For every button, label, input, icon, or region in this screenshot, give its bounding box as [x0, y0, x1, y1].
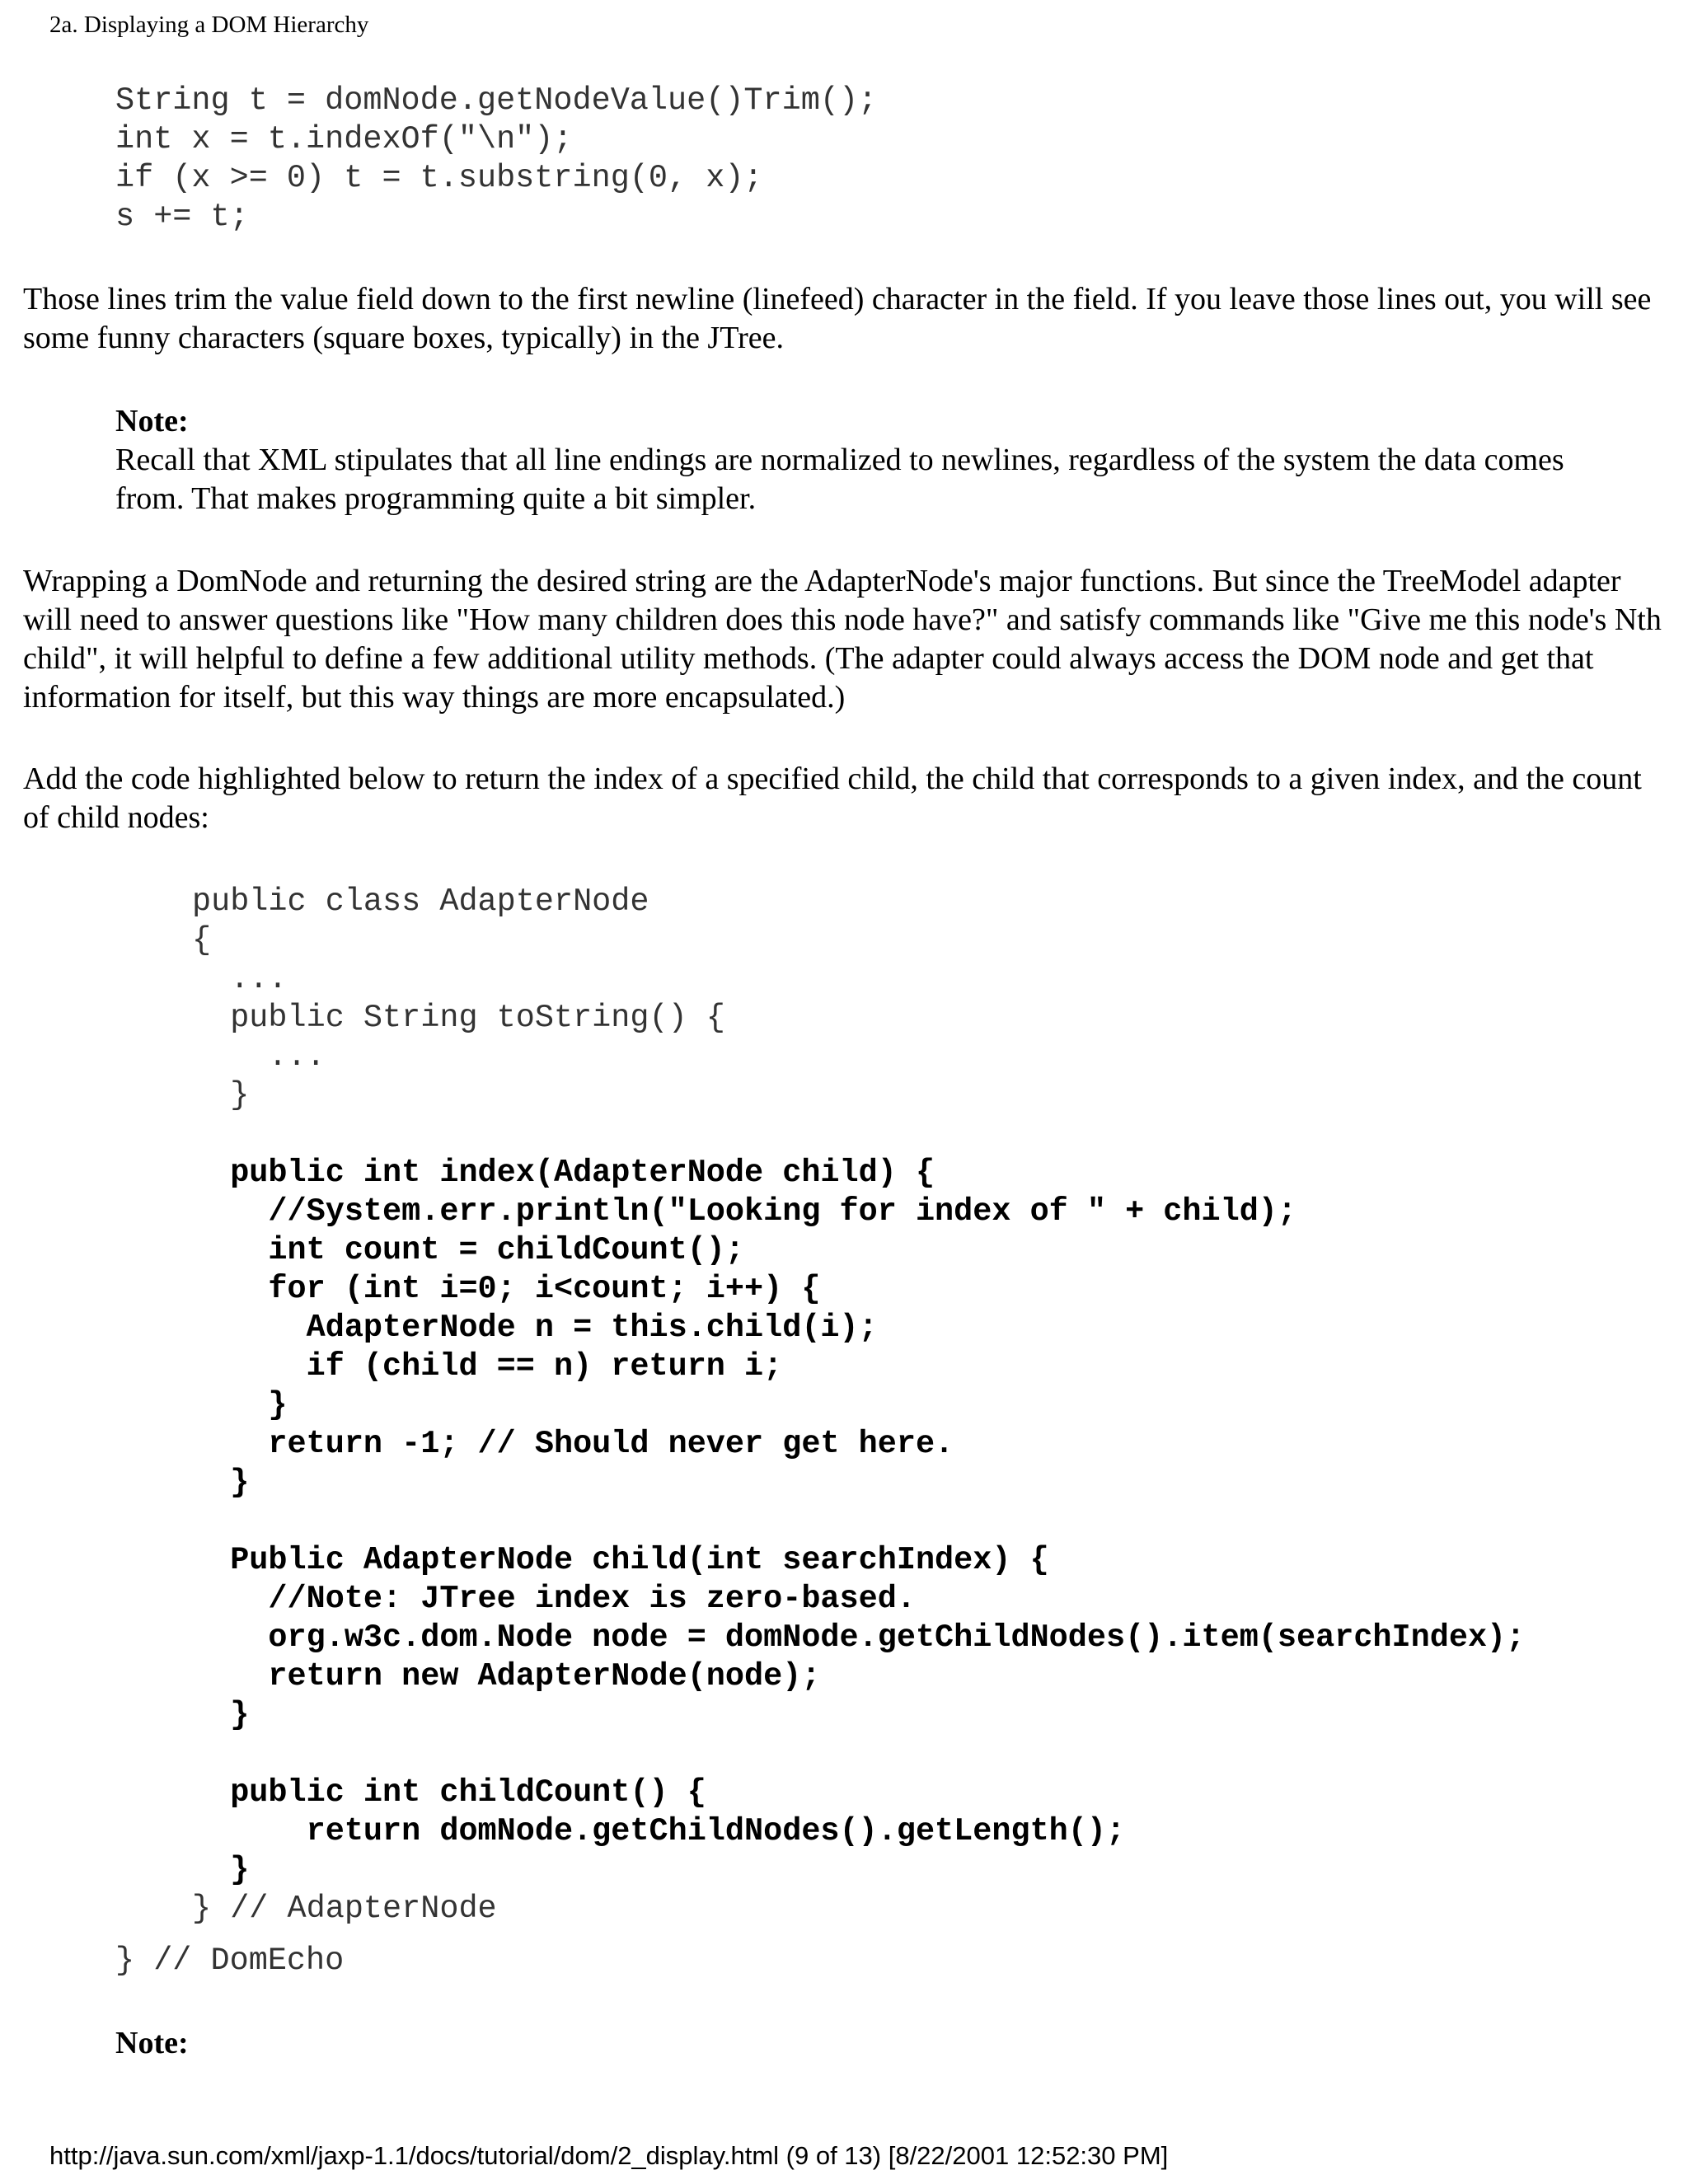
code-line: }: [192, 1077, 250, 1113]
code-line: int x = t.indexOf("\n");: [115, 121, 573, 157]
code-line: ...: [192, 961, 288, 997]
code-block-adapter-node: [192, 883, 1525, 1929]
code-line-highlighted: return new AdapterNode(node);: [192, 1658, 821, 1694]
code-line-highlighted: for (int i=0; i<count; i++) {: [192, 1271, 821, 1307]
code-line-highlighted: //System.err.println("Looking for index of " + child);: [192, 1193, 1297, 1230]
code-line-highlighted: public int index(AdapterNode child) {: [192, 1155, 935, 1191]
code-line: s += t;: [115, 199, 249, 235]
code-line: ...: [192, 1038, 326, 1075]
page-footer-url: http://java.sun.com/xml/jaxp-1.1/docs/tutorial/dom/2_display.html (9 of 13) [8/22/2001 12:52:30 PM]: [49, 2141, 1169, 2170]
code-line-highlighted: if (child == n) return i;: [192, 1348, 783, 1385]
code-block-domecho-end: [115, 1942, 344, 1980]
code-line-highlighted: Public AdapterNode child(int searchIndex) {: [192, 1542, 1049, 1578]
code-line-highlighted: }: [192, 1387, 288, 1423]
code-line: String t = domNode.getNodeValue()Trim();: [115, 82, 878, 119]
code-line-highlighted: public int childCount() {: [192, 1774, 706, 1811]
code-line-highlighted: org.w3c.dom.Node node = domNode.getChildNodes().item(searchIndex);: [192, 1619, 1526, 1656]
code-line-highlighted: return -1; // Should never get here.: [192, 1426, 954, 1462]
paragraph-wrapping: Wrapping a DomNode and returning the desired string are the AdapterNode's major functions. But since the TreeModel adapter will need to answer questions like "How many children does this node have?" and satisfy commands like "Give me this node's Nth child", it will helpful to define a few additional utility methods. (The adapter could always access the DOM node and get that information for itself, but this way things are more encapsulated.): [23, 564, 1662, 715]
code-line-highlighted: }: [192, 1465, 250, 1501]
code-line-highlighted: AdapterNode n = this.child(i);: [192, 1310, 878, 1346]
note-title: Note:: [115, 2026, 189, 2060]
code-line: if (x >= 0) t = t.substring(0, x);: [115, 160, 763, 196]
code-line-highlighted: int count = childCount();: [192, 1232, 745, 1268]
page-header: 2a. Displaying a DOM Hierarchy: [49, 12, 369, 38]
code-line: } // AdapterNode: [192, 1891, 497, 1927]
code-line: public class AdapterNode: [192, 883, 649, 920]
code-line: {: [192, 922, 212, 958]
code-line-highlighted: return domNode.getChildNodes().getLength();: [192, 1813, 1126, 1849]
code-line-highlighted: //Note: JTree index is zero-based.: [192, 1581, 916, 1617]
paragraph-add-code: Add the code highlighted below to return the index of a specified child, the child that corresponds to a given index, and the count of child nodes:: [23, 762, 1642, 835]
note-text: Recall that XML stipulates that all line endings are normalized to newlines, regardless of the system the data comes from. That makes programming quite a bit simpler.: [115, 443, 1564, 516]
code-line-highlighted: }: [192, 1852, 250, 1888]
code-line: } // DomEcho: [115, 1943, 345, 1979]
paragraph-trim: Those lines trim the value field down to the first newline (linefeed) character in the field. If you leave those lines out, you will see some funny characters (square boxes, typically) in the JTree.: [23, 282, 1652, 355]
note-title: Note:: [115, 404, 189, 438]
code-line-highlighted: }: [192, 1697, 250, 1733]
code-block-trim: [115, 82, 877, 237]
code-line: public String toString() {: [192, 1000, 725, 1036]
